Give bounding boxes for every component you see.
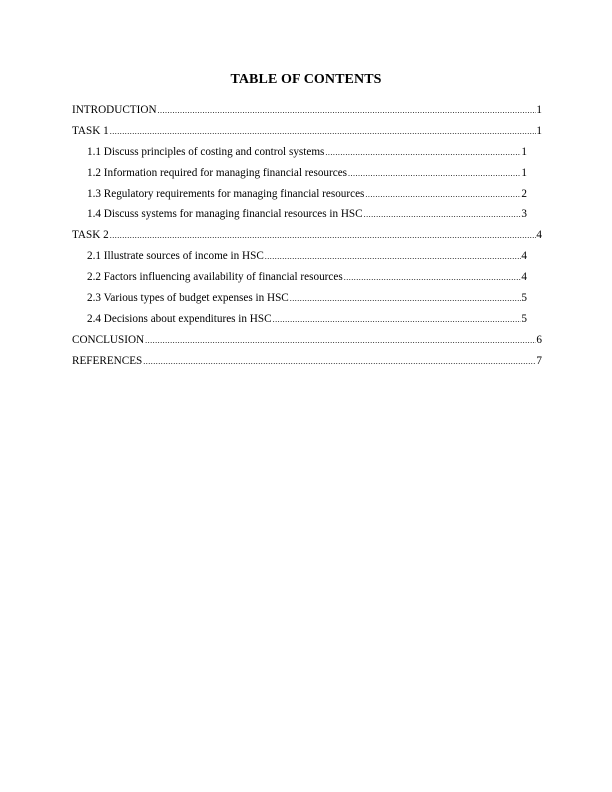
toc-entry-conclusion[interactable] (72, 330, 542, 351)
dot-leader (145, 331, 536, 351)
toc-entry-label: TASK 1 (72, 124, 109, 137)
toc-entry-1-3[interactable] (87, 184, 527, 205)
toc-entry-page-number: 1 (536, 104, 542, 116)
toc-entry-references[interactable] (72, 351, 542, 372)
toc-entry-page-number: 7 (536, 354, 542, 367)
toc-entry-label: 2.3 Various types of budget expenses in HSC (87, 292, 289, 305)
toc-list (72, 100, 542, 372)
toc-entry-label: 2.1 Illustrate sources of income in HSC (87, 250, 264, 263)
dot-leader (364, 205, 522, 225)
dot-leader (143, 352, 536, 372)
toc-entry-label: CONCLUSION (72, 333, 145, 346)
toc-entry-page-number: 5 (521, 312, 527, 325)
toc-entry-task-2[interactable] (72, 225, 542, 246)
toc-entry-label: 2.2 Factors influencing availability of financial resources (87, 271, 343, 284)
toc-entry-page-number: 2 (521, 187, 527, 200)
toc-entry-page-number: 4 (521, 250, 527, 263)
toc-entry-page-number: 5 (521, 292, 527, 305)
toc-entry-1-2[interactable] (87, 163, 527, 184)
toc-entry-page-number: 1 (521, 145, 527, 158)
toc-entry-label: INTRODUCTION (72, 104, 157, 116)
toc-entry-task-1[interactable] (72, 121, 542, 142)
dot-leader (365, 185, 521, 205)
toc-entry-2-2[interactable] (87, 267, 527, 288)
dot-leader (325, 143, 521, 163)
toc-entry-1-1[interactable] (87, 142, 527, 163)
toc-entry-page-number: 1 (521, 166, 527, 179)
toc-entry-label: 2.4 Decisions about expenditures in HSC (87, 312, 272, 325)
dot-leader (348, 164, 521, 184)
toc-entry-2-4[interactable] (87, 309, 527, 330)
dot-leader (158, 101, 537, 121)
toc-entry-2-1[interactable] (87, 246, 527, 267)
dot-leader (273, 310, 522, 330)
toc-entry-label: 1.3 Regulatory requirements for managing financial resources (87, 187, 365, 200)
toc-title: TABLE OF CONTENTS (230, 72, 382, 87)
toc-entry-page-number: 1 (536, 124, 542, 137)
dot-leader (110, 226, 537, 246)
toc-entry-page-number: 3 (521, 208, 527, 221)
toc-entry-label: REFERENCES (72, 354, 143, 367)
dot-leader (290, 289, 522, 309)
toc-entry-label: 1.1 Discuss principles of costing and control systems (87, 145, 325, 158)
toc-entry-page-number: 6 (536, 333, 542, 346)
toc-entry-1-4[interactable] (87, 204, 527, 225)
dot-leader (110, 122, 537, 142)
dot-leader (265, 247, 522, 267)
toc-entry-page-number: 4 (521, 271, 527, 284)
toc-entry-label: 1.2 Information required for managing financial resources (87, 166, 348, 179)
toc-entry-page-number: 4 (536, 229, 542, 242)
toc-entry-label: 1.4 Discuss systems for managing financial resources in HSC (87, 208, 363, 221)
toc-entry-introduction[interactable] (72, 100, 542, 121)
toc-entry-2-3[interactable] (87, 288, 527, 309)
dot-leader (344, 268, 522, 288)
toc-entry-label: TASK 2 (72, 229, 109, 242)
